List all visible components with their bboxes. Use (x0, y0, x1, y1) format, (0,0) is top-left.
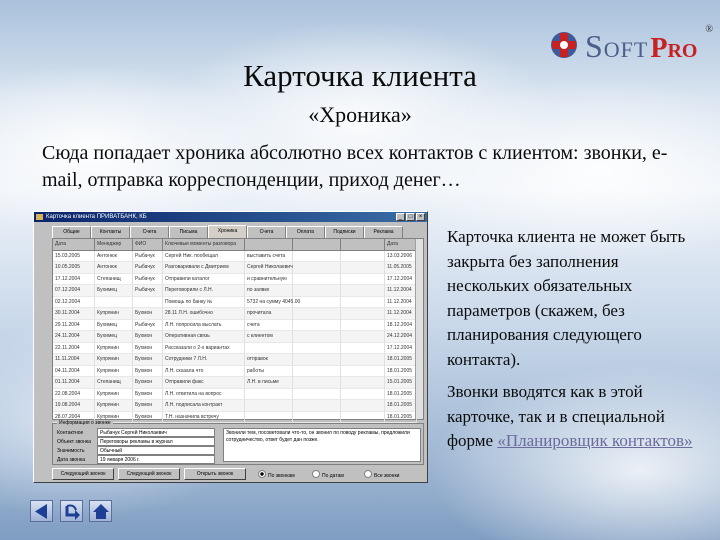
table-cell: Антонюк (95, 251, 133, 263)
table-cell: Бухимец (95, 285, 133, 297)
table-cell: Отправили факс (163, 377, 245, 389)
table-cell: 22.11.2004 (53, 343, 95, 355)
tab-general[interactable]: Общие (52, 226, 91, 238)
table-row[interactable] (53, 377, 423, 389)
table-cell (341, 366, 385, 378)
table-cell: Рыбачук (133, 262, 163, 274)
return-button[interactable] (60, 500, 83, 522)
table-cell: 28.11 Л.Н. ошибочно (163, 308, 245, 320)
table-row[interactable] (53, 308, 423, 320)
return-arrow-icon (62, 502, 82, 521)
tab-accounts[interactable]: Счета (130, 226, 169, 238)
table-row[interactable] (53, 297, 423, 309)
table-row[interactable] (53, 262, 423, 274)
maximize-icon[interactable]: □ (406, 213, 415, 221)
call-subject-field[interactable]: Переговоры рекламы в журнал (97, 437, 215, 446)
grid-scrollbar[interactable] (415, 239, 423, 419)
tab-letters[interactable]: Письма (169, 226, 208, 238)
table-cell: Рыбачук (133, 285, 163, 297)
table-row[interactable] (53, 320, 423, 332)
table-cell: Помощь по банку № (163, 297, 245, 309)
table-cell (293, 343, 341, 355)
table-cell (341, 377, 385, 389)
table-cell: Бухмон (133, 389, 163, 401)
logo-mark-icon (549, 30, 579, 60)
table-cell: Л.Н. попросила выслать (163, 320, 245, 332)
table-cell (341, 320, 385, 332)
table-cell: Переговорили с Л.Н. (163, 285, 245, 297)
table-cell (341, 343, 385, 355)
client-card-window (33, 211, 428, 483)
table-row[interactable] (53, 251, 423, 263)
table-cell (245, 343, 293, 355)
importance-field[interactable]: Обычный (97, 446, 215, 455)
table-cell: Сотрудники 7 Л.Н. (163, 354, 245, 366)
table-cell: Бухмон (133, 308, 163, 320)
table-cell: Бухимец (95, 320, 133, 332)
table-cell: Купрянин (95, 354, 133, 366)
table-cell: Степанищ (95, 377, 133, 389)
logo-pro: Pro (650, 33, 698, 64)
tab-payment[interactable]: Оплата (286, 226, 325, 238)
table-cell (341, 354, 385, 366)
table-cell (341, 251, 385, 263)
table-cell: 22.08.2004 (53, 389, 95, 401)
table-cell (341, 389, 385, 401)
side-text-card-rules: Карточка клиента не может быть закрыта без заполнения нескольких обязательных параметров (скажем, без планирования следующего контакта). (447, 227, 686, 369)
table-row[interactable] (53, 285, 423, 297)
table-cell: Т.Н. назначила встречу (163, 412, 245, 424)
table-cell (293, 251, 341, 263)
slide-subtitle: «Хроника» (308, 102, 412, 127)
tab-contacts[interactable]: Контакты (91, 226, 130, 238)
table-cell: 29.11.2004 (53, 320, 95, 332)
table-cell: 04.11.2004 (53, 366, 95, 378)
table-cell (133, 297, 163, 309)
table-cell: Оперативная связь (163, 331, 245, 343)
table-cell: по заявке (245, 285, 293, 297)
call-info-label: Информация о звонке (59, 420, 111, 426)
table-cell: Отправили каталог (163, 274, 245, 286)
table-cell: 02.12.2004 (53, 297, 95, 309)
table-cell (245, 389, 293, 401)
close-icon[interactable]: × (416, 213, 425, 221)
table-cell: 11.12.2004 (385, 308, 417, 320)
next-call-button[interactable]: Следующий звонок (52, 468, 114, 480)
table-cell: Бухмон (133, 366, 163, 378)
table-cell: Степанищ (95, 274, 133, 286)
window-button-bar (52, 468, 424, 480)
column-header[interactable]: Менеджер (95, 239, 133, 251)
table-cell (293, 297, 341, 309)
table-cell: с клиентом (245, 331, 293, 343)
table-row[interactable] (53, 274, 423, 286)
table-cell (341, 262, 385, 274)
table-cell: Л.Н. сказала что (163, 366, 245, 378)
window-app-icon (36, 214, 43, 220)
contact-person-field[interactable]: Рыбачук Сергей Николаевич (97, 428, 215, 437)
table-cell: Рыбачук (133, 251, 163, 263)
table-cell: Бухмон (133, 343, 163, 355)
call-date-field[interactable]: 19 января 2006 г. (97, 455, 215, 464)
info-label: Значимость (57, 448, 85, 454)
table-cell: 28.07.2004 (53, 412, 95, 424)
table-cell: 15.03.2005 (53, 251, 95, 263)
logo-soft: Soft (585, 28, 649, 64)
table-cell: 17.12.2004 (385, 274, 417, 286)
logo-registered: ® (705, 24, 713, 35)
home-icon (91, 502, 111, 521)
table-row[interactable] (53, 389, 423, 401)
table-cell (245, 400, 293, 412)
table-cell: Рассказали о 2-х вариантах (163, 343, 245, 355)
column-header[interactable]: Дата (53, 239, 95, 251)
table-cell: прочитала (245, 308, 293, 320)
table-cell: Бухимец (95, 331, 133, 343)
info-label: Контактное (57, 430, 84, 436)
table-cell: 07.12.2004 (53, 285, 95, 297)
table-cell: Бухмон (133, 331, 163, 343)
table-cell: Рыбачук (133, 274, 163, 286)
table-cell (293, 320, 341, 332)
chronicle-grid[interactable] (52, 238, 424, 420)
table-cell: 11.11.2004 (53, 354, 95, 366)
table-row[interactable] (53, 331, 423, 343)
next-call-button-2[interactable]: Следующий звонок (118, 468, 180, 480)
table-cell (293, 262, 341, 274)
table-cell: и сравнительную (245, 274, 293, 286)
tab-advertising[interactable]: Реклама (364, 226, 403, 238)
info-label: Объект звонка (57, 439, 91, 445)
tab-subscriptions[interactable]: Подписки (325, 226, 364, 238)
table-cell (293, 331, 341, 343)
lead-text: Сюда попадает хроника абсолютно всех контактов с клиентом: звонки, e-mail, отправка корреспонденции, приход денег… (42, 142, 668, 191)
table-cell (293, 400, 341, 412)
table-row[interactable] (53, 354, 423, 366)
table-cell: 15.01.2005 (385, 377, 417, 389)
table-cell: Бухмон (133, 377, 163, 389)
open-call-button[interactable]: Открыть звонок (184, 468, 246, 480)
column-header[interactable] (341, 239, 385, 251)
table-cell: Бухмон (133, 412, 163, 424)
table-row[interactable] (53, 400, 423, 412)
window-titlebar (34, 212, 427, 222)
table-cell (341, 285, 385, 297)
call-note-field[interactable]: Звонили тем, посоветовали что-то, он звонил по поводу рекламы, предложили сотрудничество, ответ будет дан позже. (223, 428, 421, 462)
window-title: Карточка клиента ПРИВАТБАНК, КБ (46, 214, 147, 220)
info-row-subject (57, 437, 217, 446)
table-cell: 18.01.2005 (385, 389, 417, 401)
tab-invoices[interactable]: Счета (247, 226, 286, 238)
table-cell (341, 274, 385, 286)
table-cell: Л.Н. ответила на вопрос (163, 389, 245, 401)
table-cell: Разговаривали с Дмитрием (163, 262, 245, 274)
table-cell: Антонюк (95, 262, 133, 274)
radio-all-calls[interactable]: Все звонки (364, 470, 399, 479)
planner-link[interactable]: «Планировщик контактов» (497, 431, 693, 450)
table-cell (341, 331, 385, 343)
table-cell: 10.05.2005 (53, 262, 95, 274)
column-header[interactable] (293, 239, 341, 251)
side-text-calls-body: Звонки вводятся как в этой карточке, так и в специальной форме (447, 382, 665, 450)
table-cell: 18.12.2004 (385, 320, 417, 332)
column-header[interactable] (245, 239, 293, 251)
table-cell: Бухмон (133, 354, 163, 366)
table-cell (95, 297, 133, 309)
table-cell: выставить счета (245, 251, 293, 263)
table-cell (293, 354, 341, 366)
table-cell (293, 389, 341, 401)
table-cell (293, 308, 341, 320)
table-cell (293, 366, 341, 378)
table-cell: Л.Н. в письме (245, 377, 293, 389)
column-header[interactable]: ФИО (133, 239, 163, 251)
call-info-panel (52, 420, 424, 465)
info-row-contact (57, 428, 217, 437)
table-cell: 11.05.2005 (385, 262, 417, 274)
table-cell: 18.01.2005 (385, 366, 417, 378)
table-cell: 01.11.2004 (53, 377, 95, 389)
info-row-importance (57, 446, 217, 455)
table-cell: Купрянин (95, 412, 133, 424)
table-cell: счета (245, 320, 293, 332)
table-cell: 18.01.2005 (385, 412, 417, 424)
grid-header (53, 239, 423, 251)
table-cell (293, 274, 341, 286)
table-cell: 30.11.2004 (53, 308, 95, 320)
table-cell: Бухмон (133, 400, 163, 412)
table-cell: 24.12.2004 (385, 331, 417, 343)
table-row[interactable] (53, 366, 423, 378)
side-text-calls (447, 380, 697, 454)
table-cell: 19.08.2004 (53, 400, 95, 412)
table-cell: Купрянин (95, 366, 133, 378)
table-cell: Сергей Ник. пообещал (163, 251, 245, 263)
info-label: Дата звонка (57, 457, 85, 463)
table-cell (293, 285, 341, 297)
table-cell: 5732 на сумму 4045.00 (245, 297, 293, 309)
table-cell (341, 308, 385, 320)
minimize-icon[interactable]: _ (396, 213, 405, 221)
table-cell (245, 412, 293, 424)
table-cell: Л.Н. подписала контракт (163, 400, 245, 412)
home-button[interactable] (89, 500, 112, 522)
table-cell: Купрянин (95, 389, 133, 401)
table-row[interactable] (53, 343, 423, 355)
slide-title: Карточка клиента (243, 58, 477, 93)
table-cell: 18.01.2005 (385, 354, 417, 366)
table-cell: Сергей Николаевич (245, 262, 293, 274)
table-cell (341, 412, 385, 424)
arrow-left-icon (32, 502, 52, 521)
column-header[interactable]: Дата (385, 239, 417, 251)
table-cell: 11.12.2004 (385, 285, 417, 297)
grid-body (53, 251, 423, 424)
back-button[interactable] (30, 500, 53, 522)
table-cell: отправок (245, 354, 293, 366)
window-tabs (52, 226, 403, 238)
table-cell: Купрянин (95, 308, 133, 320)
table-cell: 17.12.2004 (53, 274, 95, 286)
table-cell (293, 412, 341, 424)
table-cell: 11.12.2004 (385, 297, 417, 309)
radio-by-calls[interactable]: По звонкам (258, 470, 295, 479)
table-cell: 18.01.2005 (385, 400, 417, 412)
table-cell: Купрянин (95, 400, 133, 412)
table-cell: 17.12.2004 (385, 343, 417, 355)
table-cell (293, 377, 341, 389)
tab-chronicle[interactable]: Хроника (208, 225, 247, 238)
table-cell: Рыбачук (133, 320, 163, 332)
table-cell (341, 297, 385, 309)
table-cell: Купрянин (95, 343, 133, 355)
info-row-date (57, 455, 217, 464)
table-cell (341, 400, 385, 412)
table-cell: 24.11.2004 (53, 331, 95, 343)
table-cell: 13.03.2006 (385, 251, 417, 263)
column-header[interactable]: Ключевые моменты разговора (163, 239, 245, 251)
radio-by-dates[interactable]: По датам (312, 470, 344, 479)
table-cell: работы (245, 366, 293, 378)
